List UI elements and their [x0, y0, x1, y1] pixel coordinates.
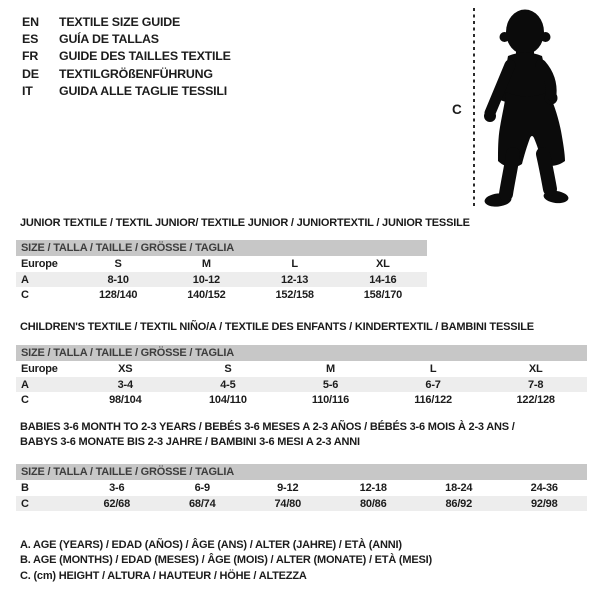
- size-cell: M: [326, 362, 335, 375]
- junior-size-table: [16, 240, 427, 303]
- size-cell: L: [429, 362, 437, 375]
- table-row-c: [16, 392, 587, 408]
- lang-row-fr: [22, 48, 231, 65]
- lang-label: TEXTILE SIZE GUIDE: [59, 15, 181, 29]
- size-cell: 152/158: [275, 289, 314, 302]
- size-cell: 6-9: [194, 481, 210, 494]
- size-cell: M: [201, 257, 211, 270]
- height-measure-label: C: [452, 102, 462, 117]
- row-label: C: [21, 394, 29, 407]
- size-header-band: SIZE / TALLA / TAILLE / GRÖSSE / TAGLIA: [16, 240, 427, 256]
- size-cell: 62/68: [103, 497, 131, 510]
- size-cell: 5-6: [322, 378, 339, 391]
- lang-label: GUIDE DES TAILLES TEXTILE: [59, 49, 231, 64]
- table-row-c: [16, 287, 427, 303]
- table-row-c: [16, 496, 587, 512]
- size-header-band: SIZE / TALLA / TAILLE / GRÖSSE / TAGLIA: [16, 345, 587, 361]
- table-row-a: [16, 272, 427, 288]
- toddler-silhouette-image: [480, 4, 592, 208]
- row-label: Europe: [21, 362, 58, 375]
- size-cell: 10-12: [192, 273, 220, 286]
- size-cell: 98/104: [109, 394, 142, 407]
- size-cell: 116/122: [414, 394, 452, 407]
- table-row-a: [16, 377, 587, 393]
- size-cell: XL: [528, 362, 543, 375]
- note-c: C. (cm) HEIGHT / ALTURA / HAUTEUR / HÖHE / ALTEZZA: [20, 569, 307, 582]
- size-cell: 9-12: [277, 481, 299, 494]
- lang-label: TEXTILGRÖßENFÜHRUNG: [59, 66, 213, 81]
- lang-row-en: [22, 14, 231, 31]
- size-cell: 8-10: [107, 273, 129, 286]
- note-a: A. AGE (YEARS) / EDAD (AÑOS) / ÂGE (ANS) / ALTER (JAHRE) / ETÀ (ANNI): [20, 539, 402, 551]
- lang-code: DE: [22, 66, 39, 81]
- lang-row-es: [22, 31, 231, 48]
- lang-row-it: [22, 83, 231, 100]
- size-cell: 18-24: [445, 481, 473, 494]
- row-label: A: [21, 273, 29, 286]
- size-cell: 140/152: [187, 289, 226, 302]
- size-cell: 86/92: [445, 497, 473, 510]
- babies-size-table: [16, 464, 587, 511]
- lang-code: IT: [22, 83, 33, 98]
- babies-section-title: [20, 420, 515, 449]
- lang-row-de: [22, 66, 231, 83]
- lang-label: GUÍA DE TALLAS: [59, 32, 159, 47]
- size-cell: 80/86: [359, 497, 387, 510]
- size-cell: 104/110: [209, 394, 247, 407]
- height-dashed-line: [473, 8, 475, 209]
- row-label: C: [21, 497, 29, 510]
- size-cell: XL: [376, 257, 390, 270]
- size-cell: 6-7: [425, 378, 441, 391]
- size-cell: 122/128: [516, 394, 555, 407]
- size-cell: 92/98: [530, 497, 558, 510]
- row-label: B: [21, 481, 29, 494]
- junior-section-title: JUNIOR TEXTILE / TEXTIL JUNIOR/ TEXTILE JUNIOR / JUNIORTEXTIL / JUNIOR TESSILE: [20, 217, 470, 229]
- children-size-table: [16, 345, 587, 408]
- lang-code: EN: [22, 15, 39, 29]
- row-label: Europe: [21, 257, 58, 270]
- table-row-europe: [16, 256, 427, 272]
- size-cell: 110/116: [311, 394, 350, 407]
- size-cell: 74/80: [274, 497, 302, 510]
- size-cell: 7-8: [528, 378, 544, 391]
- lang-code: FR: [22, 49, 39, 64]
- babies-title-line1: BABIES 3-6 MONTH TO 2-3 YEARS / BEBÉS 3-6 MESES A 2-3 AÑOS / BÉBÉS 3-6 MOIS À 2-3 ANS /: [20, 421, 515, 433]
- size-cell: 14-16: [369, 273, 397, 286]
- babies-title-line2: BABYS 3-6 MONATE BIS 2-3 JAHRE / BAMBINI 3-6 MESI A 2-3 ANNI: [20, 435, 360, 448]
- size-cell: S: [114, 257, 122, 270]
- size-cell: XS: [118, 362, 133, 375]
- lang-code: ES: [22, 32, 39, 47]
- legend-notes: [20, 538, 432, 584]
- language-list: [22, 14, 231, 100]
- size-cell: 12-18: [359, 481, 387, 494]
- size-cell: 128/140: [98, 289, 138, 302]
- size-cell: 12-13: [281, 273, 309, 286]
- lang-label: GUIDA ALLE TAGLIE TESSILI: [59, 83, 228, 98]
- size-cell: 3-6: [109, 481, 125, 494]
- children-section-title: CHILDREN'S TEXTILE / TEXTIL NIÑO/A / TEXTILE DES ENFANTS / KINDERTEXTIL / BAMBINI TESSILE: [20, 321, 534, 333]
- size-cell: 158/170: [363, 289, 403, 302]
- table-row-b: [16, 480, 587, 496]
- size-header-band: SIZE / TALLA / TAILLE / GRÖSSE / TAGLIA: [16, 464, 587, 480]
- table-row-europe: [16, 361, 587, 377]
- size-cell: 24-36: [530, 481, 558, 494]
- size-cell: 3-4: [117, 378, 133, 391]
- size-cell: 68/74: [188, 497, 216, 510]
- row-label: A: [21, 378, 29, 391]
- size-cell: 4-5: [220, 378, 236, 391]
- note-b: B. AGE (MONTHS) / EDAD (MESES) / ÂGE (MOIS) / ALTER (MONATE) / ETÀ (MESI): [20, 554, 432, 567]
- row-label: C: [21, 289, 29, 302]
- size-cell: S: [224, 362, 232, 375]
- size-cell: L: [291, 257, 298, 270]
